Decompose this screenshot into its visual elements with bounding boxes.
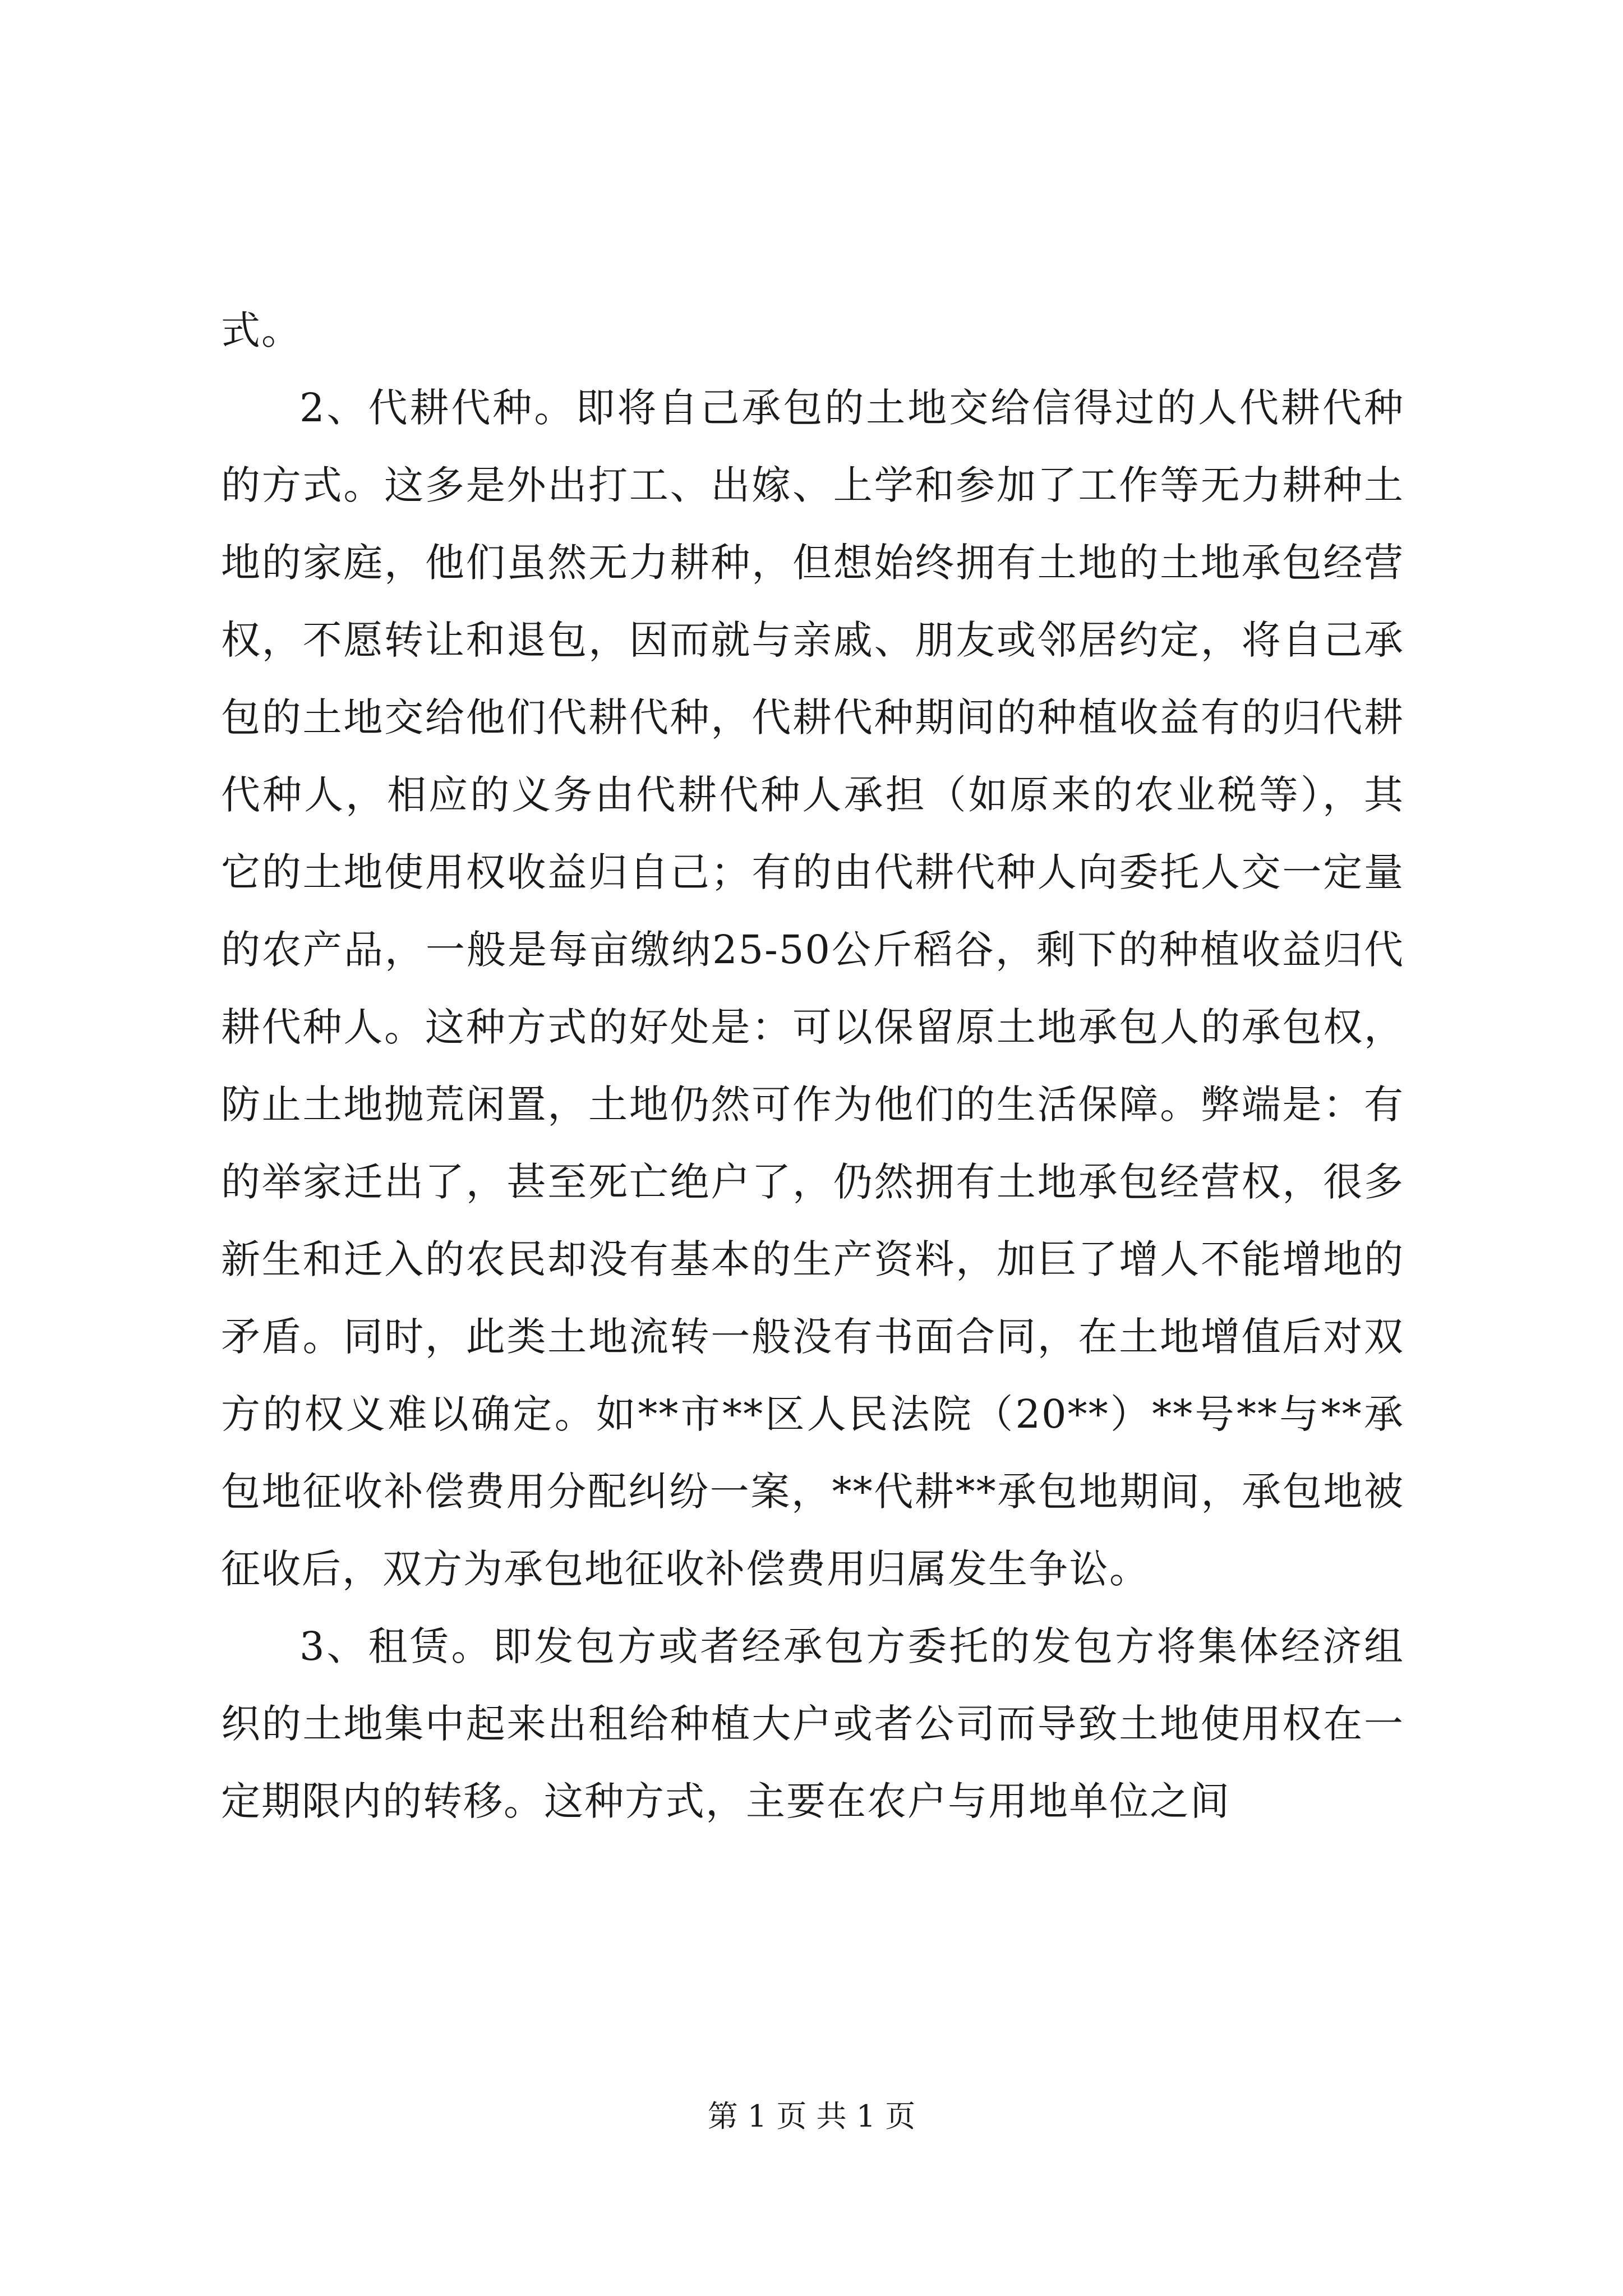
paragraph-zulin: 3、租赁。即发包方或者经承包方委托的发包方将集体经济组织的土地集中起来出租给种植大户或者公司而导致土地使用权在一定期限内的转移。这种方式，主要在农户与用地单位之间 — [221, 1623, 1404, 1824]
page-number-label: 第 1 页 共 1 页 — [707, 2099, 916, 2134]
paragraph-daigeng-daizhong: 2、代耕代种。即将自己承包的土地交给信得过的人代耕代种的方式。这多是外出打工、出嫁、上学和参加了工作等无力耕种土地的家庭，他们虽然无力耕种，但想始终拥有土地的土地承包经营权，不愿转让和退包，因而就与亲戚、朋友或邻居约定，将自己承包的土地交给他们代耕代种，代耕代种期间的种植收益有的归代耕代种人，相应的义务由代耕代种人承担（如原来的农业税等），其它的土地使用权收益归自己；有的由代耕代种人向委托人交一定量的农产品，一般是每亩缴纳25-50公斤稻谷，剩下的种植收益归代耕代种人。这种方式的好处是：可以保留原土地承包人的承包权，防止土地抛荒闲置，土地仍然可作为他们的生活保障。弊端是：有的举家迁出了，甚至死亡绝户了，仍然拥有土地承包经营权，很多新生和迁入的农民却没有基本的生产资料，加巨了增人不能增地的矛盾。同时，此类土地流转一般没有书面合同，在土地增值后对双方的权义难以确定。如**市**区人民法院（20**）**号**与**承包地征收补偿费用分配纠纷一案，**代耕**承包地期间，承包地被征收后，双方为承包地征收补偿费用归属发生争讼。 — [221, 385, 1404, 1592]
paragraph-continuation: 式。 — [221, 307, 302, 353]
document-body — [221, 292, 1404, 1840]
page-footer — [0, 2097, 1623, 2136]
